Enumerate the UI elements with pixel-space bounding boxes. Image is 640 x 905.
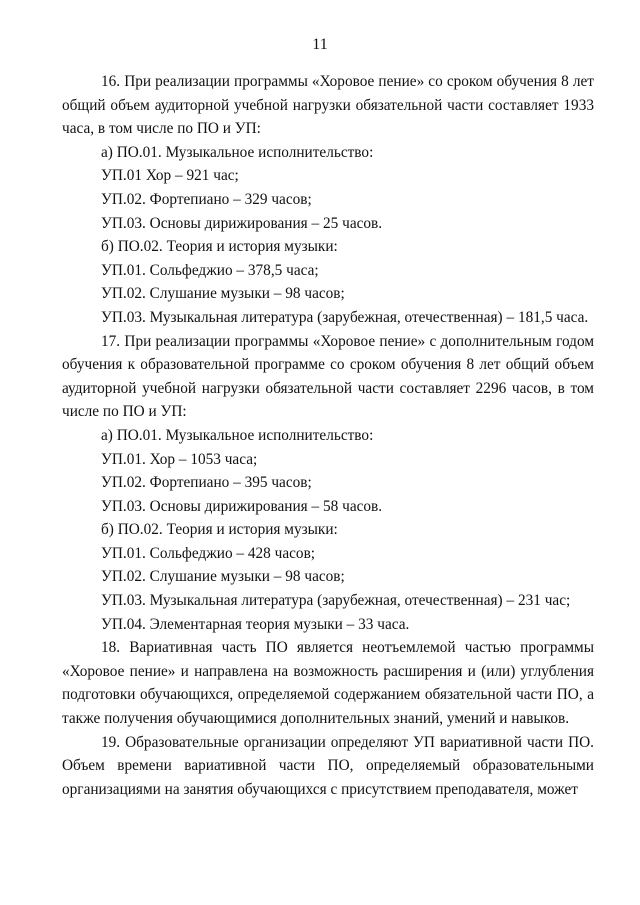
paragraph-19: 19. Образовательные организации определяют УП вариативной части ПО. Объем времени вариативной части ПО, определяемый образовательными организациями на занятия обучающихся с присутствием преподавателя, может: [62, 733, 594, 798]
list-item: б) ПО.02. Теория и история музыки:: [101, 521, 338, 539]
document-body: [62, 70, 594, 801]
paragraph-18: 18. Вариативная часть ПО является неотъемлемой частью программы «Хоровое пение» и направлена на возможность расширения и (или) углубления подготовки обучающихся, определяемой содержанием обязательной части ПО, а также получения обучающимися дополнительных знаний, умений и навыков.: [62, 639, 594, 728]
list-item: УП.03. Музыкальная литература (зарубежная, отечественная) – 181,5 часа.: [101, 308, 589, 326]
page-number: 11: [312, 36, 328, 53]
list-item: УП.02. Слушание музыки – 98 часов;: [101, 568, 345, 586]
list-item: УП.03. Основы дирижирования – 58 часов.: [101, 497, 383, 515]
list-item: УП.02. Слушание музыки – 98 часов;: [101, 285, 345, 303]
list-item: УП.01. Сольфеджио – 378,5 часа;: [101, 261, 319, 279]
list-item: УП.02. Фортепиано – 395 часов;: [101, 474, 312, 492]
list-item: УП.03. Основы дирижирования – 25 часов.: [101, 214, 383, 232]
list-item: УП.01. Сольфеджио – 428 часов;: [101, 544, 316, 562]
paragraph-17: 17. При реализации программы «Хоровое пение» с дополнительным годом обучения к образовательной программе со сроком обучения 8 лет общий объем аудиторной учебной нагрузки обязательной части составляет 2296 часов, в том числе по ПО и УП:: [62, 332, 594, 421]
list-item: а) ПО.01. Музыкальное исполнительство:: [101, 143, 374, 161]
list-item: УП.01 Хор – 921 час;: [101, 167, 239, 185]
list-item: б) ПО.02. Теория и история музыки:: [101, 238, 338, 256]
list-item: УП.02. Фортепиано – 329 часов;: [101, 190, 312, 208]
paragraph-16: 16. При реализации программы «Хоровое пение» со сроком обучения 8 лет общий объем аудиторной учебной нагрузки обязательной части составляет 1933 часа, в том числе по ПО и УП:: [62, 73, 594, 138]
list-item: УП.01. Хор – 1053 часа;: [101, 450, 258, 468]
list-item: УП.04. Элементарная теория музыки – 33 часа.: [101, 615, 410, 633]
list-item: УП.03. Музыкальная литература (зарубежная, отечественная) – 231 час;: [101, 592, 571, 610]
list-item: а) ПО.01. Музыкальное исполнительство:: [101, 426, 374, 444]
